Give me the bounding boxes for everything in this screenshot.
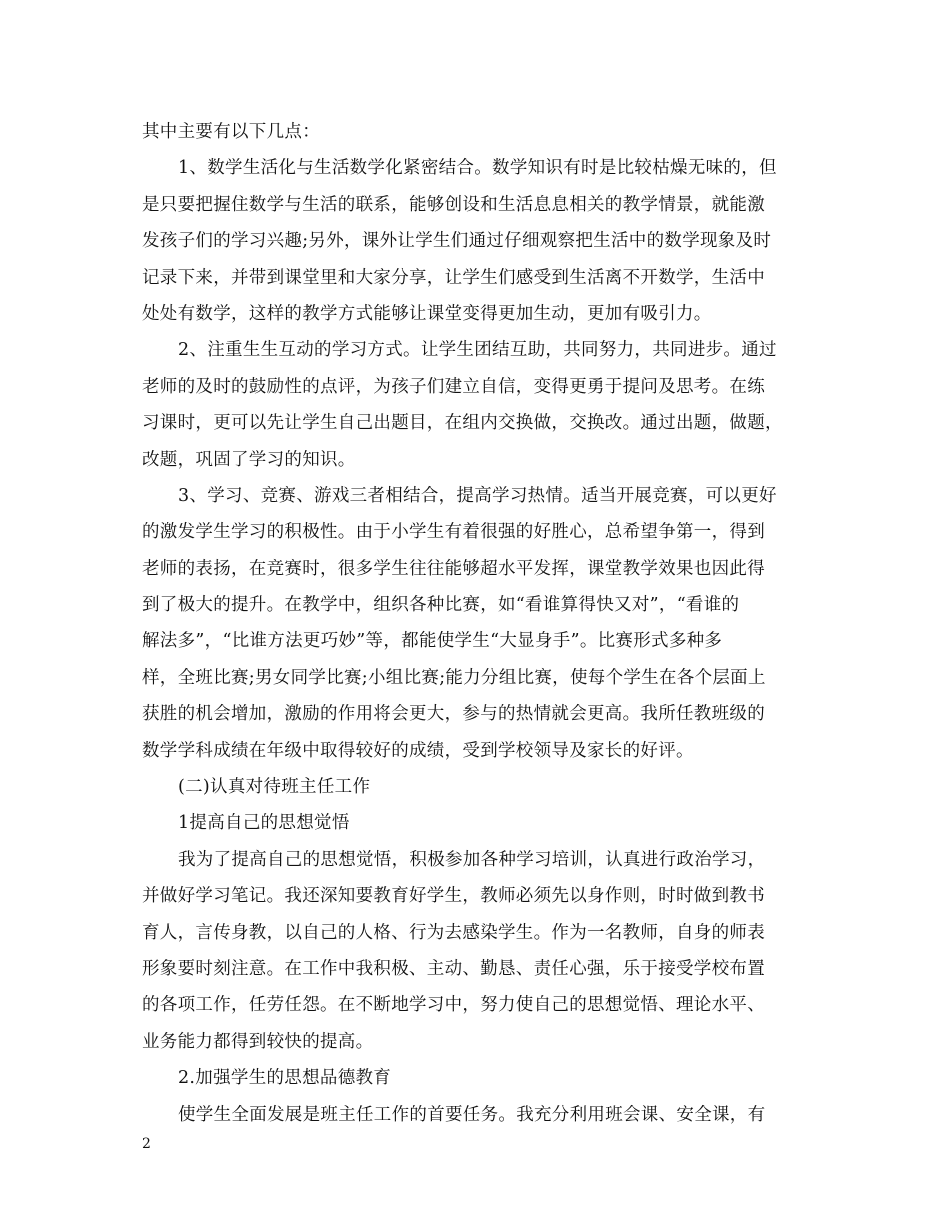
text-line: (二)认真对待班主任工作 bbox=[178, 777, 371, 798]
text-line: 1、数学生活化与生活数学化紧密结合。数学知识有时是比较枯燥无味的，但 bbox=[178, 158, 777, 179]
page-number: 2 bbox=[142, 1136, 151, 1152]
text-line: 改题，巩固了学习的知识。 bbox=[142, 449, 356, 470]
text-line: 习课时，更可以先让学生自己出题目，在组内交换做，交换改。通过出题，做题， bbox=[142, 413, 783, 434]
text-line: 2.加强学生的思想品德教育 bbox=[178, 1068, 392, 1089]
text-line: 老师的及时的鼓励性的点评，为孩子们建立自信，变得更勇于提问及思考。在练 bbox=[142, 376, 765, 397]
text-line: 获胜的机会增加，激励的作用将会更大，参与的热情就会更高。我所任教班级的 bbox=[142, 704, 765, 725]
text-line: 发孩子们的学习兴趣;另外，课外让学生们通过仔细观察把生活中的数学现象及时 bbox=[142, 231, 772, 252]
text-line: 老师的表扬，在竞赛时，很多学生往往能够超水平发挥，课堂教学效果也因此得 bbox=[142, 558, 765, 579]
text-line: 解法多”，“比谁方法更巧妙”等，都能使学生“大显身手”。比赛形式多种多 bbox=[142, 631, 723, 652]
text-line: 育人，言传身教，以自己的人格、行为去感染学生。作为一名教师，自身的师表 bbox=[142, 922, 765, 943]
text-line: 我为了提高自己的思想觉悟，积极参加各种学习培训，认真进行政治学习， bbox=[178, 849, 766, 870]
text-line: 到了极大的提升。在教学中，组织各种比赛，如“看谁算得快又对”，“看谁的 bbox=[142, 595, 740, 616]
text-line: 数学学科成绩在年级中取得较好的成绩，受到学校领导及家长的好评。 bbox=[142, 740, 694, 761]
text-line: 其中主要有以下几点： bbox=[142, 122, 320, 142]
text-line: 并做好学习笔记。我还深知要教育好学生，教师必须先以身作则，时时做到教书 bbox=[142, 886, 765, 907]
text-line: 样，全班比赛;男女同学比赛;小组比赛;能力分组比赛，使每个学生在各个层面上 bbox=[142, 667, 766, 688]
text-line: 2、注重生生互动的学习方式。让学生团结互助，共同努力，共同进步。通过 bbox=[178, 340, 777, 361]
text-line: 处处有数学，这样的教学方式能够让课堂变得更加生动，更加有吸引力。 bbox=[142, 303, 712, 324]
text-line: 的激发学生学习的积极性。由于小学生有着很强的好胜心，总希望争第一，得到 bbox=[142, 522, 765, 543]
text-line: 记录下来，并带到课堂里和大家分享，让学生们感受到生活离不开数学，生活中 bbox=[142, 267, 765, 288]
document-body bbox=[142, 114, 812, 1133]
text-line: 业务能力都得到较快的提高。 bbox=[142, 1031, 374, 1052]
text-line: 形象要时刻注意。在工作中我积极、主动、勤恳、责任心强，乐于接受学校布置 bbox=[142, 958, 765, 979]
text-line: 1提高自己的思想觉悟 bbox=[178, 813, 350, 834]
text-line: 使学生全面发展是班主任工作的首要任务。我充分利用班会课、安全课，有 bbox=[178, 1104, 766, 1125]
text-line: 是只要把握住数学与生活的联系，能够创设和生活息息相关的教学情景，就能激 bbox=[142, 194, 765, 215]
text-line: 3、学习、竞赛、游戏三者相结合，提高学习热情。适当开展竞赛，可以更好 bbox=[178, 485, 777, 506]
text-line: 的各项工作，任劳任怨。在不断地学习中，努力使自己的思想觉悟、理论水平、 bbox=[142, 995, 765, 1016]
